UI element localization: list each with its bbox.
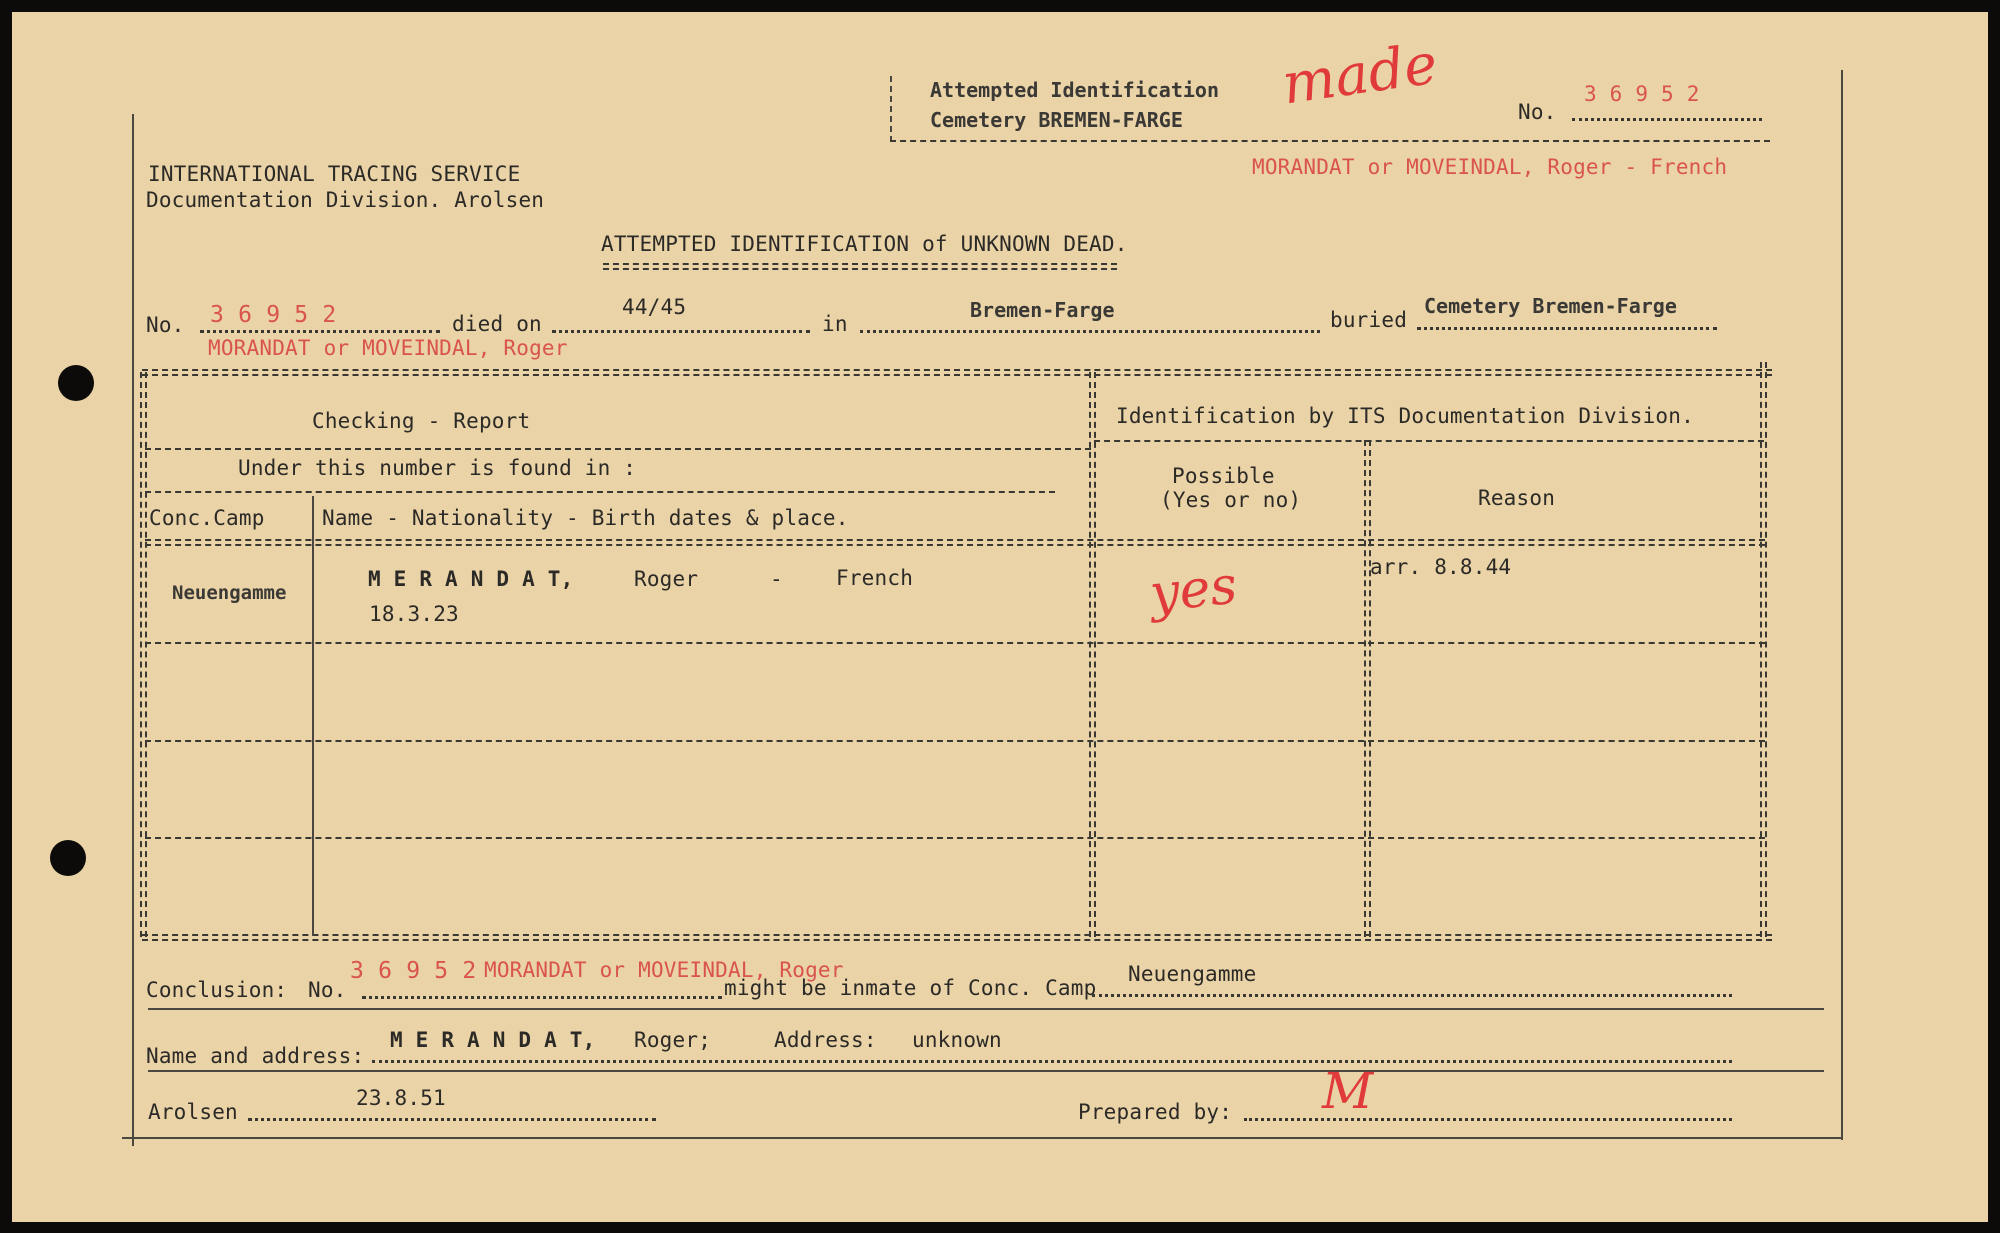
died-label: died on xyxy=(452,312,542,336)
org-line-1: INTERNATIONAL TRACING SERVICE xyxy=(148,162,521,186)
page-title: ATTEMPTED IDENTIFICATION of UNKNOWN DEAD. xyxy=(601,232,1128,256)
table-divider-main xyxy=(1089,372,1096,937)
frame-right-line xyxy=(1841,70,1843,1140)
punch-hole-bottom xyxy=(50,840,86,876)
row-divider-2 xyxy=(145,740,1765,742)
table-divider-camp xyxy=(312,496,314,936)
under-number-divider xyxy=(145,491,1055,493)
checking-report-header: Checking - Report xyxy=(312,409,531,433)
address-value: unknown xyxy=(912,1028,1002,1052)
conclusion-rule xyxy=(148,1008,1824,1010)
stamp-line-2: Cemetery BREMEN-FARGE xyxy=(930,108,1183,132)
row-divider-3 xyxy=(145,837,1765,839)
col-camp-header: Conc.Camp xyxy=(149,506,265,530)
frame-bottom-line xyxy=(122,1137,1842,1139)
header-no-label: No. xyxy=(1518,100,1557,124)
table-left-border xyxy=(140,372,147,937)
handwritten-note: made xyxy=(1278,31,1442,118)
column-header-underline xyxy=(145,539,1765,546)
col-reason-header: Reason xyxy=(1478,486,1556,510)
header-divider-right xyxy=(1094,440,1764,442)
in-label: in xyxy=(822,312,848,336)
footer-date-dots xyxy=(248,1118,656,1121)
identification-header: Identification by ITS Documentation Division. xyxy=(1116,404,1694,428)
name-address-firstname: Roger; xyxy=(634,1028,712,1052)
header-no-value: 3 6 9 5 2 xyxy=(1584,82,1700,106)
conclusion-no-dots xyxy=(362,996,722,999)
name-address-surname: M E R A N D A T, xyxy=(390,1028,596,1052)
conclusion-might-be: might be inmate of Conc. Camp xyxy=(724,976,1097,1000)
col-name-header: Name - Nationality - Birth dates & place. xyxy=(322,506,849,530)
name-address-rule xyxy=(148,1070,1824,1072)
conclusion-label: Conclusion: xyxy=(146,978,288,1002)
record-no-dots xyxy=(200,330,440,333)
row-possible: yes xyxy=(1147,555,1240,625)
stamp-line-1: Attempted Identification xyxy=(930,78,1219,102)
table-right-border xyxy=(1760,362,1767,937)
footer-date: 23.8.51 xyxy=(356,1086,446,1110)
row-birth: 18.3.23 xyxy=(369,602,459,626)
punch-hole-top xyxy=(58,365,94,401)
title-underline xyxy=(603,263,1117,270)
buried-dots xyxy=(1417,327,1717,330)
conclusion-no-label: No. xyxy=(308,978,347,1002)
col-possible-header-2: (Yes or no) xyxy=(1160,488,1302,512)
row-divider-1 xyxy=(145,642,1765,644)
row-dash: - xyxy=(770,567,783,591)
org-line-2: Documentation Division. Arolsen xyxy=(146,188,545,212)
col-possible-header-1: Possible xyxy=(1172,464,1275,488)
died-dots xyxy=(552,330,810,333)
address-label: Address: xyxy=(774,1028,877,1052)
row-camp: Neuengamme xyxy=(172,582,287,604)
in-dots xyxy=(860,330,1320,333)
died-value: 44/45 xyxy=(622,295,687,319)
conclusion-camp-value: Neuengamme xyxy=(1128,962,1257,986)
name-address-label: Name and address: xyxy=(146,1044,365,1068)
record-no-label: No. xyxy=(146,313,185,337)
header-name-red: MORANDAT or MOVEINDAL, Roger - French xyxy=(1252,155,1728,179)
index-card xyxy=(12,12,1988,1222)
buried-label: buried xyxy=(1330,308,1408,332)
conclusion-name-red: MORANDAT or MOVEINDAL, Roger xyxy=(484,958,844,982)
prepared-by-dots xyxy=(1244,1118,1732,1121)
in-value: Bremen-Farge xyxy=(970,298,1115,322)
row-reason: arr. 8.8.44 xyxy=(1370,555,1512,579)
conclusion-no-value: 3 6 9 5 2 xyxy=(350,958,477,984)
footer-place-label: Arolsen xyxy=(148,1100,238,1124)
header-divider-left xyxy=(145,448,1091,450)
frame-left-line xyxy=(132,114,134,1146)
buried-value: Cemetery Bremen-Farge xyxy=(1424,294,1677,318)
under-number-label: Under this number is found in : xyxy=(238,456,637,480)
table-top-border xyxy=(142,369,1772,376)
name-address-dots xyxy=(372,1060,1732,1063)
conclusion-camp-dots xyxy=(1092,994,1732,997)
prepared-by-initial: M xyxy=(1322,1062,1374,1120)
table-bottom-border xyxy=(142,934,1772,941)
record-name-red: MORANDAT or MOVEINDAL, Roger xyxy=(208,336,568,360)
table-divider-possible xyxy=(1364,440,1371,937)
record-no-value: 3 6 9 5 2 xyxy=(210,302,337,328)
header-no-dots xyxy=(1572,118,1762,121)
row-nationality: French xyxy=(836,566,914,590)
stamp-left-border xyxy=(890,76,892,142)
row-surname: M E R A N D A T, xyxy=(368,567,574,591)
prepared-by-label: Prepared by: xyxy=(1078,1100,1233,1124)
row-firstname: Roger xyxy=(634,567,699,591)
stamp-bottom-border xyxy=(890,140,1770,142)
